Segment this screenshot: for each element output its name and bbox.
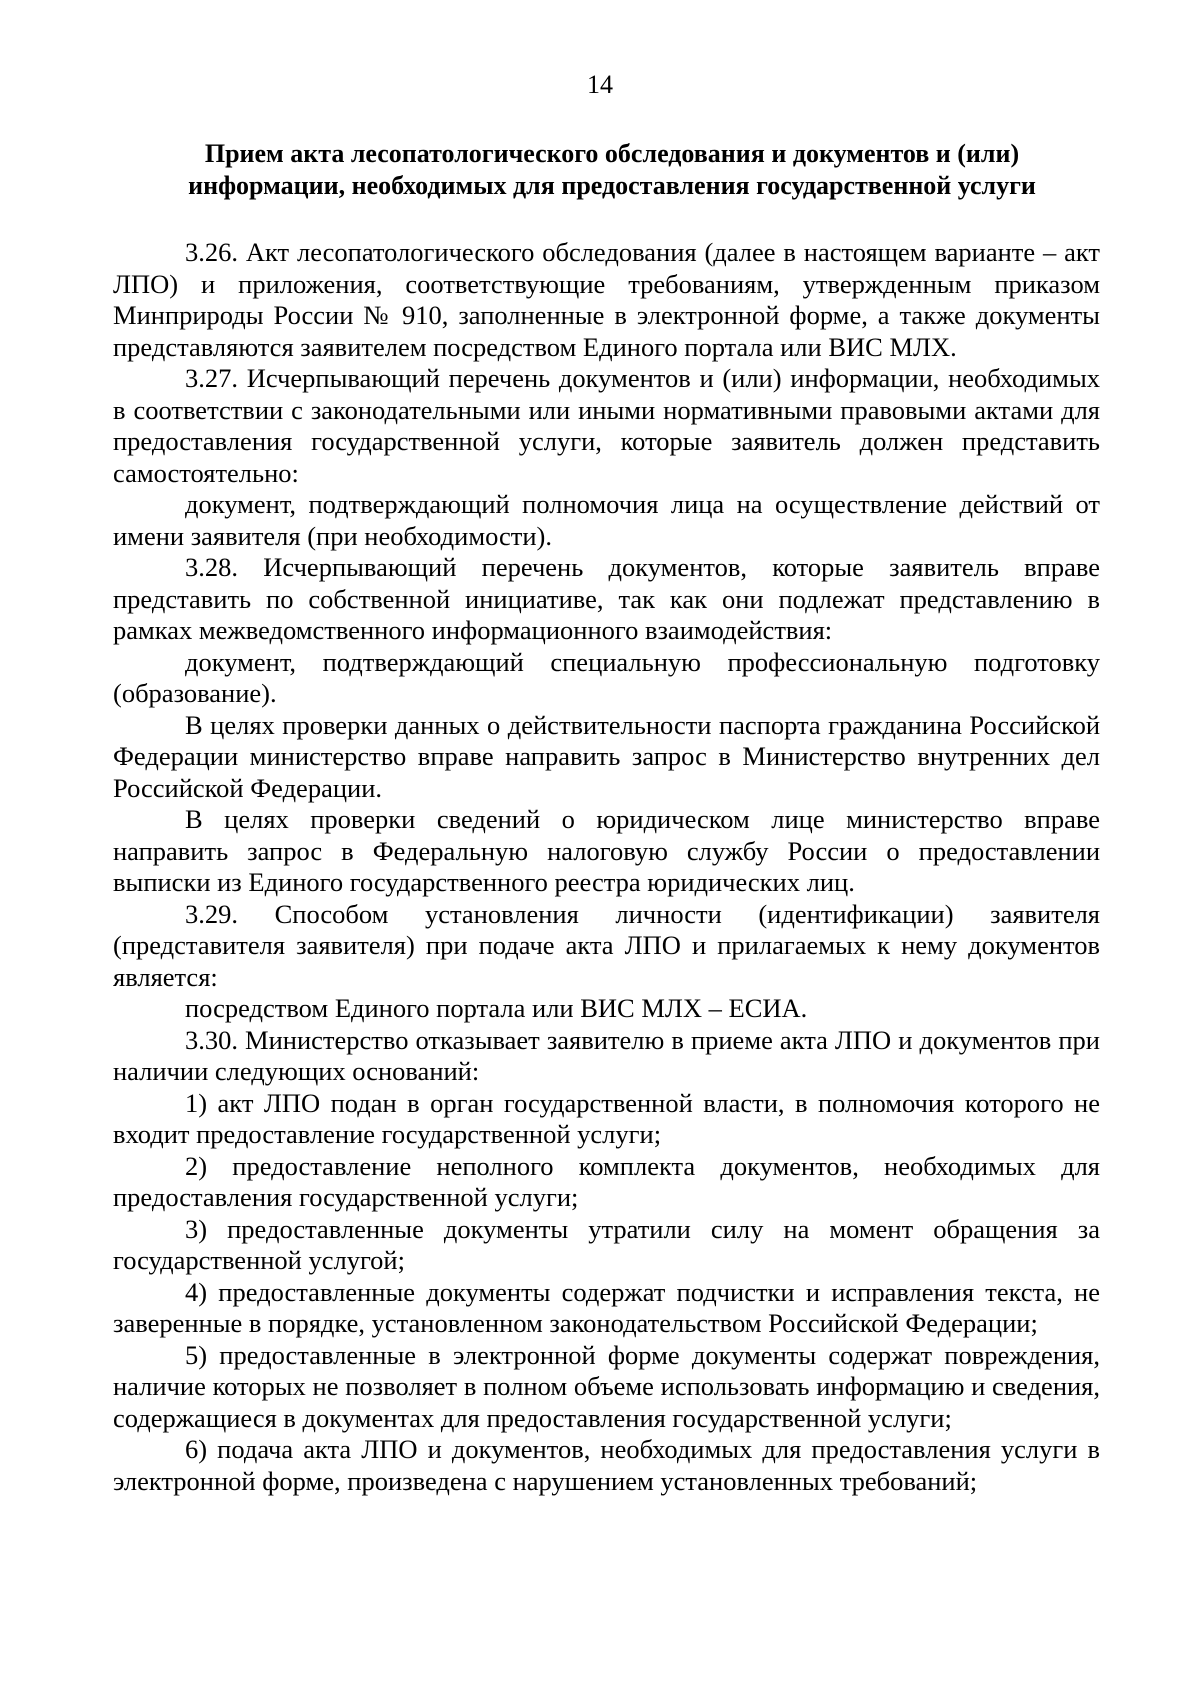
list-item: 2) предоставление неполного комплекта документов, необходимых для предоставления государственной услуги; [113,1150,1100,1212]
list-item: 1) акт ЛПО подан в орган государственной власти, в полномочия которого не входит предоставление государственной услуги; [113,1087,1100,1149]
paragraph: посредством Единого портала или ВИС МЛХ – ЕСИА. [185,993,808,1023]
paragraph-3-29: 3.29. Способом установления личности (идентификации) заявителя (представителя заявителя) при подаче акта ЛПО и прилагаемых к нему документов является: [113,898,1100,992]
section-heading-line: Прием акта лесопатологического обследования и документов и (или) [204,139,1020,168]
section-heading-line: информации, необходимых для предоставления государственной услуги [188,171,1036,200]
paragraph-3-30: 3.30. Министерство отказывает заявителю в приеме акта ЛПО и документов при наличии следующих оснований: [113,1024,1100,1086]
list-item: 6) подача акта ЛПО и документов, необходимых для предоставления услуги в электронной форме, произведена с нарушением установленных требований; [113,1434,1100,1496]
list-item: 4) предоставленные документы содержат подчистки и исправления текста, не заверенные в порядке, установленном законодательством Российской Федерации; [113,1276,1100,1338]
paragraph-3-27: 3.27. Исчерпывающий перечень документов и (или) информации, необходимых в соответствии с законодательными или иными нормативными правовыми актами для предоставления государственной услуги, которые заявитель должен представить самостоятельно: [113,363,1100,488]
paragraph-3-26: 3.26. Акт лесопатологического обследования (далее в настоящем варианте – акт ЛПО) и приложения, соответствующие требованиям, утвержденным приказом Минприроды России № 910, заполненные в электронной форме, а также документы представляются заявителем посредством Единого портала или ВИС МЛХ. [113,237,1100,362]
section-heading [112,138,1112,202]
paragraph: документ, подтверждающий полномочия лица на осуществление действий от имени заявителя (при необходимости). [113,489,1100,551]
paragraph-3-28: 3.28. Исчерпывающий перечень документов, которые заявитель вправе представить по собственной инициативе, так как они подлежат представлению в рамках межведомственного информационного взаимодействия: [113,552,1100,645]
body-text [113,237,1100,1497]
paragraph: В целях проверки сведений о юридическом лице министерство вправе направить запрос в Федеральную налоговую службу России о предоставлении выписки из Единого государственного реестра юридических лиц. [113,804,1100,897]
list-item: 5) предоставленные в электронной форме документы содержат повреждения, наличие которых не позволяет в полном объеме использовать информацию и сведения, содержащиеся в документах для предоставления государственной услуги; [113,1339,1100,1433]
paragraph: документ, подтверждающий специальную профессиональную подготовку (образование). [113,646,1100,708]
list-item: 3) предоставленные документы утратили силу на момент обращения за государственной услугой; [113,1213,1100,1275]
paragraph: В целях проверки данных о действительности паспорта гражданина Российской Федерации министерство вправе направить запрос в Министерство внутренних дел Российской Федерации. [113,709,1100,803]
page-number: 14 [587,70,613,99]
